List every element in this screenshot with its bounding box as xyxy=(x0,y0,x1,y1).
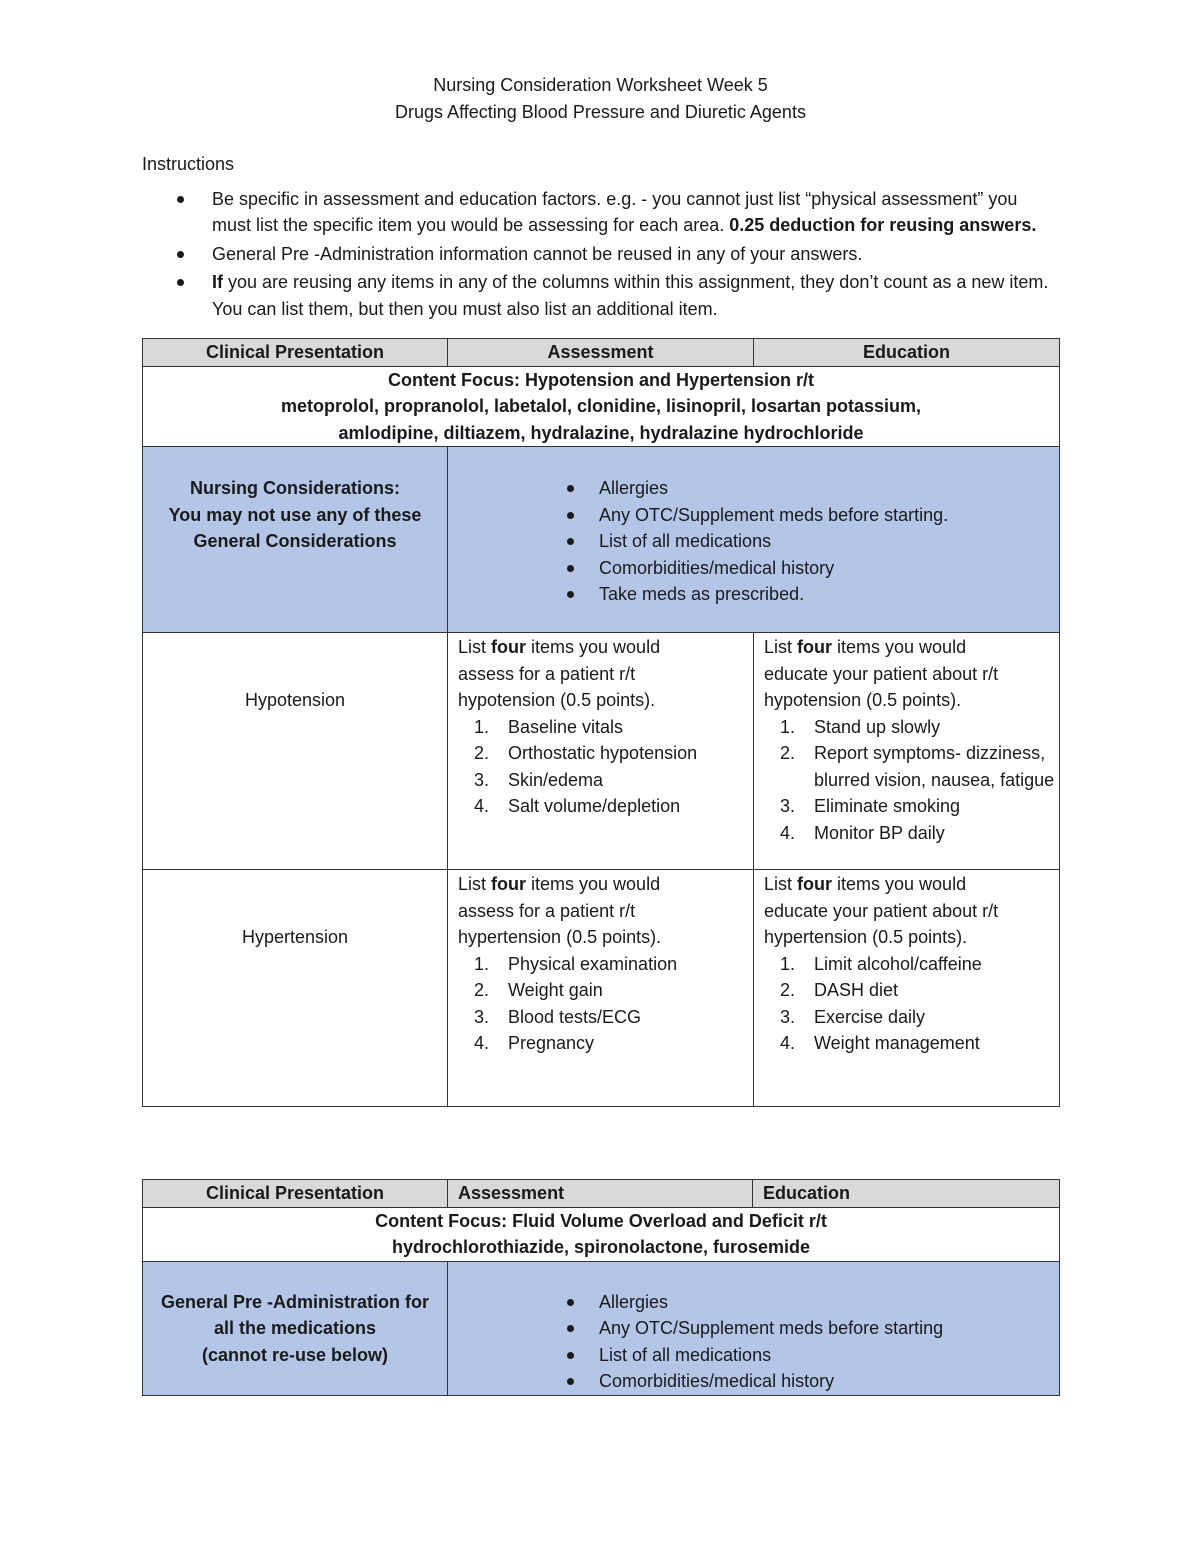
instruction-item-3: If you are reusing any items in any of the columns within this assignment, they don’t count as a new item. You can list them, but then you must also list an additional item. xyxy=(142,269,1059,322)
hypotension-assessment-cell: List four items you would assess for a patient r/t hypotension (0.5 points). xyxy=(458,637,661,710)
list-item: Take meds as prescribed. xyxy=(448,581,1059,608)
col-header-assessment: Assessment xyxy=(448,1180,753,1208)
list-item: 3. Exercise daily xyxy=(780,1006,926,1027)
general-pre-administration-row xyxy=(143,1261,1060,1395)
list-item: Any OTC/Supplement meds before starting. xyxy=(448,502,1059,529)
col-header-education: Education xyxy=(754,339,1060,367)
list-item: Allergies xyxy=(448,475,1059,502)
bullet-icon xyxy=(177,196,184,203)
list-item: 1. Physical examination xyxy=(474,953,678,974)
nursing-considerations-label: Nursing Considerations: You may not use any of these General Considerations xyxy=(168,478,422,551)
hypertension-row xyxy=(143,870,1060,1107)
list-item: 1. Limit alcohol/caffeine xyxy=(780,953,982,974)
list-item: 3. Blood tests/ECG xyxy=(474,1006,642,1027)
hypertension-assessment-cell: List four items you would assess for a patient r/t hypertension (0.5 points). xyxy=(458,874,662,947)
hypertension-education-list xyxy=(744,951,1059,1057)
list-item: Comorbidities/medical history xyxy=(448,1368,1059,1395)
focus-drugs-line: hydrochlorothiazide, spironolactone, furosemide xyxy=(391,1237,811,1257)
col-header-education: Education xyxy=(753,1180,1060,1208)
col-header-clinical: Clinical Presentation xyxy=(143,339,448,367)
general-considerations-list xyxy=(448,447,1059,608)
worksheet-page xyxy=(142,72,1059,1107)
bullet-icon xyxy=(567,538,574,545)
list-item: 2. DASH diet xyxy=(780,980,899,1000)
list-item: 4. Pregnancy xyxy=(474,1033,595,1053)
list-item: 2. Orthostatic hypotension xyxy=(474,743,698,763)
hypertension-assessment-list xyxy=(438,951,753,1057)
nursing-considerations-row xyxy=(143,447,1060,633)
hypotension-assessment-list xyxy=(438,714,753,820)
blood-pressure-table xyxy=(142,338,1060,1107)
instruction-item-1: Be specific in assessment and education factors. e.g. - you cannot just list “physical assessment” you must list the specific item you would be assessing for each area. 0.25 deduction for reusing answers. xyxy=(142,186,1059,239)
list-item: List of all medications xyxy=(448,528,1059,555)
list-item: 4. Monitor BP daily xyxy=(780,822,945,843)
bullet-icon xyxy=(567,512,574,519)
list-item: 3. Skin/edema xyxy=(474,769,604,790)
col-header-clinical: Clinical Presentation xyxy=(143,1180,448,1208)
general-pre-administration-label: General Pre -Administration for all the medications (cannot re-use below) xyxy=(160,1291,430,1365)
focus-heading: Content Focus: Fluid Volume Overload and Deficit r/t xyxy=(375,1210,827,1231)
bullet-icon xyxy=(177,251,184,258)
table-header-row xyxy=(143,339,1060,367)
list-item: Comorbidities/medical history xyxy=(448,555,1059,582)
hypotension-row xyxy=(143,633,1060,870)
hypotension-education-cell: List four items you would educate your patient about r/t hypotension (0.5 points). xyxy=(764,637,999,710)
hypotension-education-list xyxy=(744,714,1059,847)
list-item: 4. Salt volume/depletion xyxy=(474,796,681,816)
instructions-list xyxy=(142,186,1059,323)
content-focus-row xyxy=(143,366,1060,447)
list-item: 2. Weight gain xyxy=(474,980,603,1000)
list-item: 3. Eliminate smoking xyxy=(780,796,961,816)
instructions-heading: Instructions xyxy=(142,154,235,174)
worksheet-title xyxy=(142,72,1059,125)
list-item: 4. Weight management xyxy=(780,1033,980,1053)
list-item: 1. Baseline vitals xyxy=(474,716,624,737)
title-line-1: Nursing Consideration Worksheet Week 5 xyxy=(433,75,768,95)
bullet-icon xyxy=(567,1299,574,1306)
list-item: 1. Stand up slowly xyxy=(780,716,941,737)
bullet-icon xyxy=(567,485,574,492)
list-item: 2. Report symptoms- dizziness, blurred vision, nausea, fatigue xyxy=(780,743,1055,790)
fluid-volume-table xyxy=(142,1179,1060,1396)
focus-drugs-line-2: amlodipine, diltiazem, hydralazine, hydralazine hydrochloride xyxy=(338,422,864,443)
bullet-icon xyxy=(567,1378,574,1385)
title-line-2: Drugs Affecting Blood Pressure and Diuretic Agents xyxy=(395,101,806,122)
hypotension-label: Hypotension xyxy=(244,690,346,710)
list-item: List of all medications xyxy=(448,1342,1059,1369)
focus-heading: Content Focus: Hypotension and Hypertension r/t xyxy=(387,369,814,390)
general-pre-administration-list xyxy=(448,1262,1059,1395)
list-item: Allergies xyxy=(448,1289,1059,1316)
focus-drugs-line-1: metoprolol, propranolol, labetalol, clonidine, lisinopril, losartan potassium, xyxy=(280,396,922,416)
content-focus-row xyxy=(143,1207,1060,1261)
table-header-row xyxy=(143,1180,1060,1208)
bullet-icon xyxy=(567,591,574,598)
bullet-icon xyxy=(177,279,184,286)
hypertension-education-cell: List four items you would educate your patient about r/t hypertension (0.5 points). xyxy=(764,874,999,947)
col-header-assessment: Assessment xyxy=(448,339,754,367)
bullet-icon xyxy=(567,1352,574,1359)
bullet-icon xyxy=(567,1325,574,1332)
list-item: Any OTC/Supplement meds before starting xyxy=(448,1315,1059,1342)
hypertension-label: Hypertension xyxy=(241,927,349,947)
bullet-icon xyxy=(567,565,574,572)
instruction-item-2: General Pre -Administration information cannot be reused in any of your answers. xyxy=(142,241,1059,268)
